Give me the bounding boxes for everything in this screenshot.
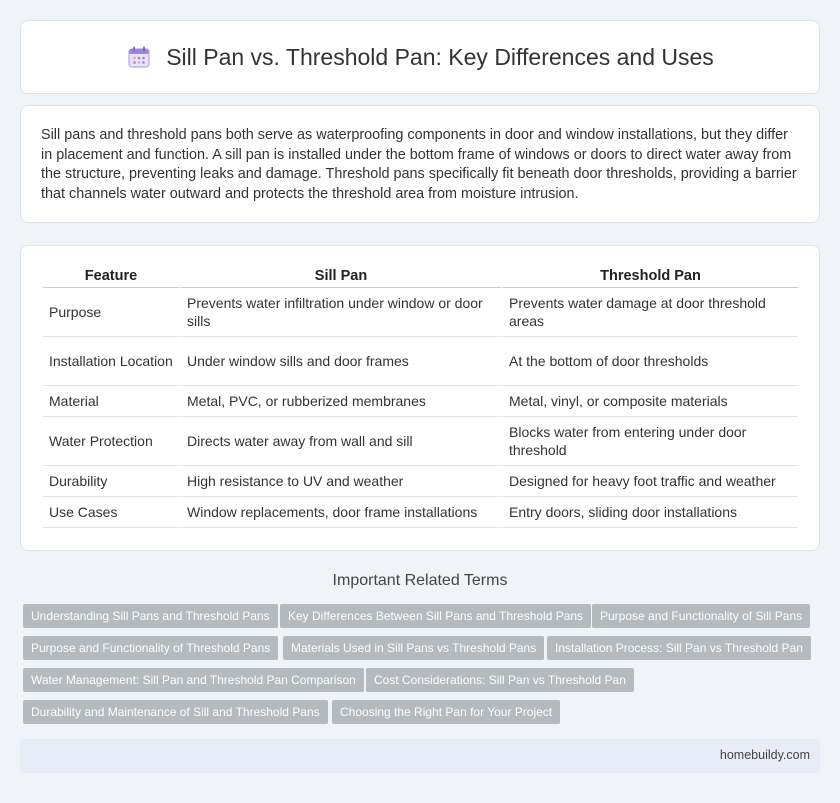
- table-cell: Water Protection: [43, 417, 179, 466]
- table-row: [43, 466, 798, 497]
- intro-paragraph: Sill pans and threshold pans both serve as waterproofing components in door and window installations, but they differ in placement and function. A sill pan is installed under the bottom frame of windows or doors to direct water away from the structure, preventing leaks and damage. Threshold pans specifically fit beneath door thresholds, providing a barrier that channels water outward and protects the threshold area from moisture intrusion.: [41, 127, 797, 202]
- table-cell: Blocks water from entering under door threshold: [501, 417, 798, 466]
- site-name[interactable]: homebuildy.com: [719, 748, 810, 762]
- table-row: [43, 497, 798, 528]
- comparison-table-card: [20, 245, 820, 551]
- related-term-tag[interactable]: Installation Process: Sill Pan vs Threshold Pan: [547, 636, 811, 660]
- related-term-tag[interactable]: Durability and Maintenance of Sill and Threshold Pans: [23, 700, 328, 724]
- table-cell: Prevents water damage at door threshold areas: [501, 288, 798, 337]
- related-term-tag[interactable]: Understanding Sill Pans and Threshold Pans: [23, 604, 278, 628]
- table-row: [43, 417, 798, 466]
- table-header-row: [43, 265, 798, 288]
- table-cell: Window replacements, door frame installations: [179, 497, 501, 528]
- table-cell: Use Cases: [43, 497, 179, 528]
- related-terms-title: Important Related Terms: [332, 572, 508, 589]
- footer: [20, 739, 820, 773]
- table-cell: Metal, vinyl, or composite materials: [501, 386, 798, 417]
- table-cell: Directs water away from wall and sill: [179, 417, 501, 466]
- table-cell: Under window sills and door frames: [179, 337, 501, 386]
- table-row: [43, 386, 798, 417]
- comparison-table: [43, 265, 798, 528]
- table-cell: High resistance to UV and weather: [179, 466, 501, 497]
- header-threshold-pan: Threshold Pan: [501, 265, 798, 288]
- table-row: [43, 288, 798, 337]
- header-sill-pan: Sill Pan: [179, 265, 501, 288]
- table-cell: Metal, PVC, or rubberized membranes: [179, 386, 501, 417]
- table-cell: At the bottom of door thresholds: [501, 337, 798, 386]
- related-term-tag[interactable]: Cost Considerations: Sill Pan vs Threshold Pan: [366, 668, 634, 692]
- table-cell: Purpose: [43, 288, 179, 337]
- table-cell: Prevents water infiltration under window or door sills: [179, 288, 501, 337]
- related-term-tag[interactable]: Materials Used in Sill Pans vs Threshold Pans: [283, 636, 544, 660]
- table-cell: Material: [43, 386, 179, 417]
- related-term-tag[interactable]: Purpose and Functionality of Threshold Pans: [23, 636, 278, 660]
- header-feature: Feature: [43, 265, 179, 288]
- title-card: [20, 20, 820, 94]
- page-title: Sill Pan vs. Threshold Pan: Key Differences and Uses: [166, 43, 714, 70]
- related-term-tag[interactable]: Water Management: Sill Pan and Threshold Pan Comparison: [23, 668, 364, 692]
- related-term-tag[interactable]: Choosing the Right Pan for Your Project: [332, 700, 560, 724]
- table-cell: Entry doors, sliding door installations: [501, 497, 798, 528]
- table-row: [43, 337, 798, 386]
- related-term-tag[interactable]: Key Differences Between Sill Pans and Threshold Pans: [280, 604, 591, 628]
- table-cell: Durability: [43, 466, 179, 497]
- intro-card: [20, 105, 820, 223]
- related-term-tag[interactable]: Purpose and Functionality of Sill Pans: [592, 604, 810, 628]
- table-cell: Designed for heavy foot traffic and weather: [501, 466, 798, 497]
- calendar-icon: [126, 44, 152, 70]
- table-cell: Installation Location: [43, 337, 179, 386]
